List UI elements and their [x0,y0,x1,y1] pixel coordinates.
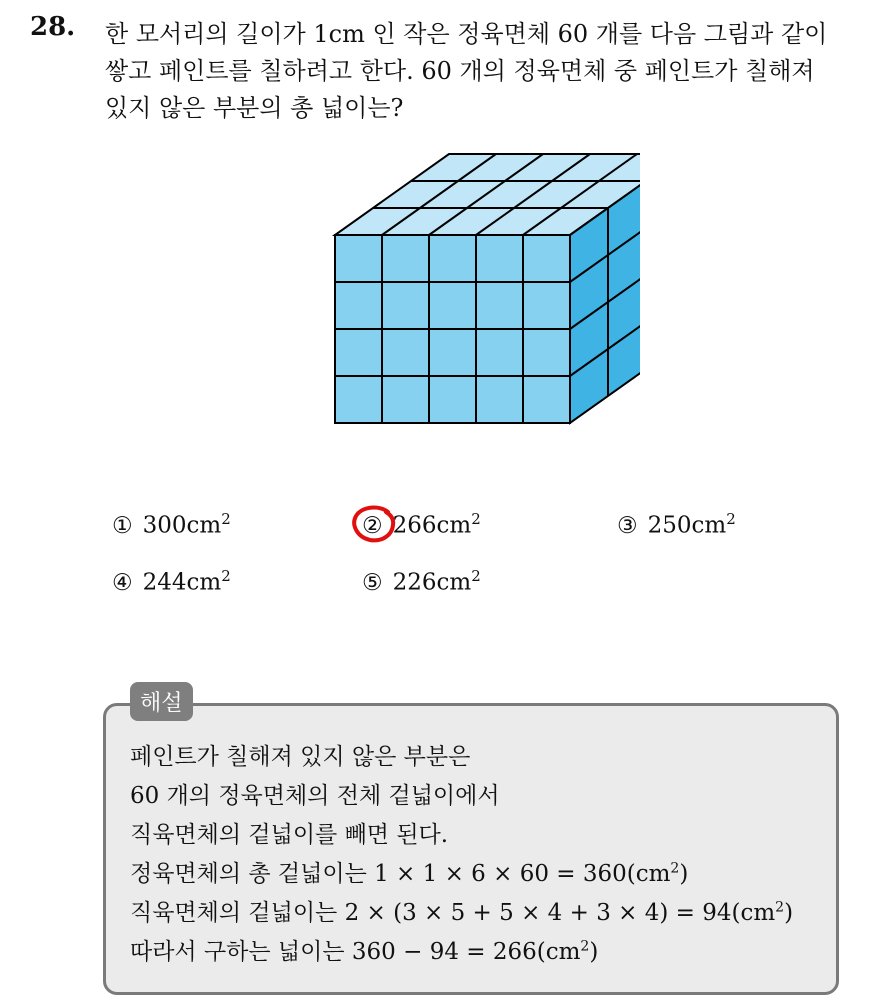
solution-line-2: 60 개의 정육면체의 전체 겉넓이에서 [130,783,500,809]
choice-4-mark: ④ [112,569,133,596]
solution-line-5: 직육면체의 겉넓이는 $2 \times (3 \times 5 + 5 \times 4 + 3 \times 4) = 94(cm^2)$ [130,899,794,926]
choice-1-mark: ① [112,512,133,539]
solution-line-4: 정육면체의 총 겉넓이는 $1 \times 1 \times 6 \times 60 = 360(cm^2)$ [130,860,689,887]
choice-2-exp: 2 [471,510,481,528]
question-line-1: 한 모서리의 길이가 1cm 인 작은 정육면체 60 개를 다음 그림과 같이 [105,20,828,48]
solution-line-6: 따라서 구하는 넓이는 $360 - 94 = 266(cm^2)$ [130,938,599,965]
choice-5-exp: 2 [471,567,481,585]
choice-2-value: 266cm [392,512,472,539]
choice-4[interactable] [112,567,231,596]
choice-3[interactable] [617,510,736,539]
choice-1-exp: 2 [221,510,231,528]
solution-tag: 해설 [130,682,193,721]
choice-1[interactable] [112,510,231,539]
choice-3-value: 250cm [647,512,727,539]
answer-circle-mark [350,503,398,545]
question-line-2: 쌓고 페인트를 칠하려고 한다. 60 개의 정육면체 중 페인트가 칠해져 [105,57,815,85]
solution-line-1: 페인트가 칠해져 있지 않은 부분은 [130,744,471,770]
question-number: 28. [30,12,76,42]
choice-4-value: 244cm [142,569,222,596]
choice-2-mark: ② [362,512,383,539]
choice-4-exp: 2 [221,567,231,585]
choice-3-exp: 2 [726,510,736,528]
solution-line-3: 직육면체의 겉넓이를 빼면 된다. [130,822,449,848]
cube-stack-figure [300,140,640,440]
choice-5-value: 226cm [392,569,472,596]
choice-5-mark: ⑤ [362,569,383,596]
choice-1-value: 300cm [142,512,222,539]
question-line-3: 있지 않은 부분의 총 넓이는? [105,94,404,122]
choice-3-mark: ③ [617,512,638,539]
choice-5[interactable] [362,567,481,596]
